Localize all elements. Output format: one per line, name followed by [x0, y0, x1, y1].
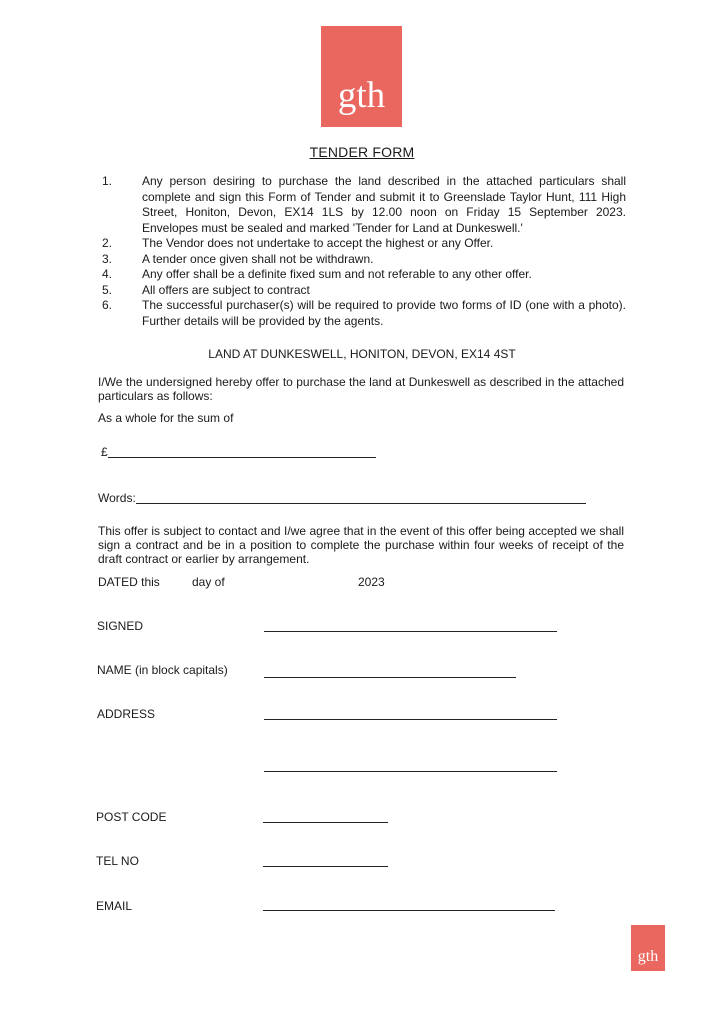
address-label: ADDRESS — [97, 707, 156, 721]
gth-logo-small — [631, 925, 665, 971]
gth-logo — [321, 26, 402, 127]
name-label: NAME (in block capitals) — [97, 663, 228, 677]
rule-number: 4. — [102, 267, 113, 281]
email-field[interactable] — [263, 910, 555, 911]
sum-field[interactable] — [108, 457, 376, 458]
tel-no-label: TEL NO — [96, 854, 139, 868]
tender-rules — [100, 174, 626, 329]
day-of-label: day of — [192, 575, 225, 589]
address-field-line-2[interactable] — [264, 771, 557, 772]
signed-field[interactable] — [264, 631, 557, 632]
name-field[interactable] — [264, 677, 516, 678]
address-field-line-1[interactable] — [264, 719, 557, 720]
rule-text: A tender once given shall not be withdrawn. — [142, 251, 374, 266]
logo-text: gth — [637, 948, 659, 965]
signed-label: SIGNED — [97, 619, 144, 633]
logo-text: gth — [337, 75, 386, 116]
rule-text: The successful purchaser(s) will be required to provide two forms of ID (one with a photo). Further details will be provided by the agents. — [142, 298, 626, 328]
email-label: EMAIL — [96, 899, 133, 913]
rule-text: All offers are subject to contract — [142, 282, 310, 297]
dated-label: DATED this — [98, 575, 160, 589]
land-location: LAND AT DUNKESWELL, HONITON, DEVON, EX14 4ST — [208, 347, 516, 361]
rule-number: 2. — [102, 236, 113, 250]
whole-sum-label: As a whole for the sum of — [98, 411, 234, 425]
pound-sign: £ — [101, 445, 108, 459]
rule-item — [100, 252, 626, 268]
offer-terms: This offer is subject to contact and I/we agree that in the event of this offer being accepted we shall sign a contract and be in a position to complete the purchase within four weeks of receipt of the draft contract or earlier by arrangement. — [98, 524, 624, 566]
rule-text: Any offer shall be a definite fixed sum and not referable to any other offer. — [142, 267, 532, 281]
rule-item — [100, 298, 626, 329]
rule-item — [100, 283, 626, 299]
rule-item — [100, 236, 626, 252]
words-field[interactable] — [136, 503, 586, 504]
rule-item — [100, 267, 626, 283]
words-label: Words: — [98, 491, 136, 505]
rule-number: 3. — [102, 251, 113, 266]
rule-number: 1. — [102, 174, 113, 188]
offer-intro: I/We the undersigned hereby offer to purchase the land at Dunkeswell as described in the attached particulars as follows: — [98, 375, 624, 403]
post-code-label: POST CODE — [96, 810, 167, 824]
rule-text: The Vendor does not undertake to accept the highest or any Offer. — [142, 236, 494, 250]
rule-text: Any person desiring to purchase the land described in the attached particulars shall complete and sign this Form of Tender and submit it to Greenslade Taylor Hunt, 111 High Street, Honiton, Devon, EX14 1LS by 12.00 noon on Friday 15 September 2023. Envelopes must be sealed and marked 'Tender for Land at Dunkeswell.' — [142, 174, 626, 235]
rule-number: 6. — [102, 298, 113, 312]
dated-year: 2023 — [358, 575, 385, 589]
post-code-field[interactable] — [263, 822, 388, 823]
tel-no-field[interactable] — [263, 866, 388, 867]
page-title: TENDER FORM — [309, 144, 415, 160]
rule-number: 5. — [102, 282, 113, 297]
rule-item — [100, 174, 626, 236]
